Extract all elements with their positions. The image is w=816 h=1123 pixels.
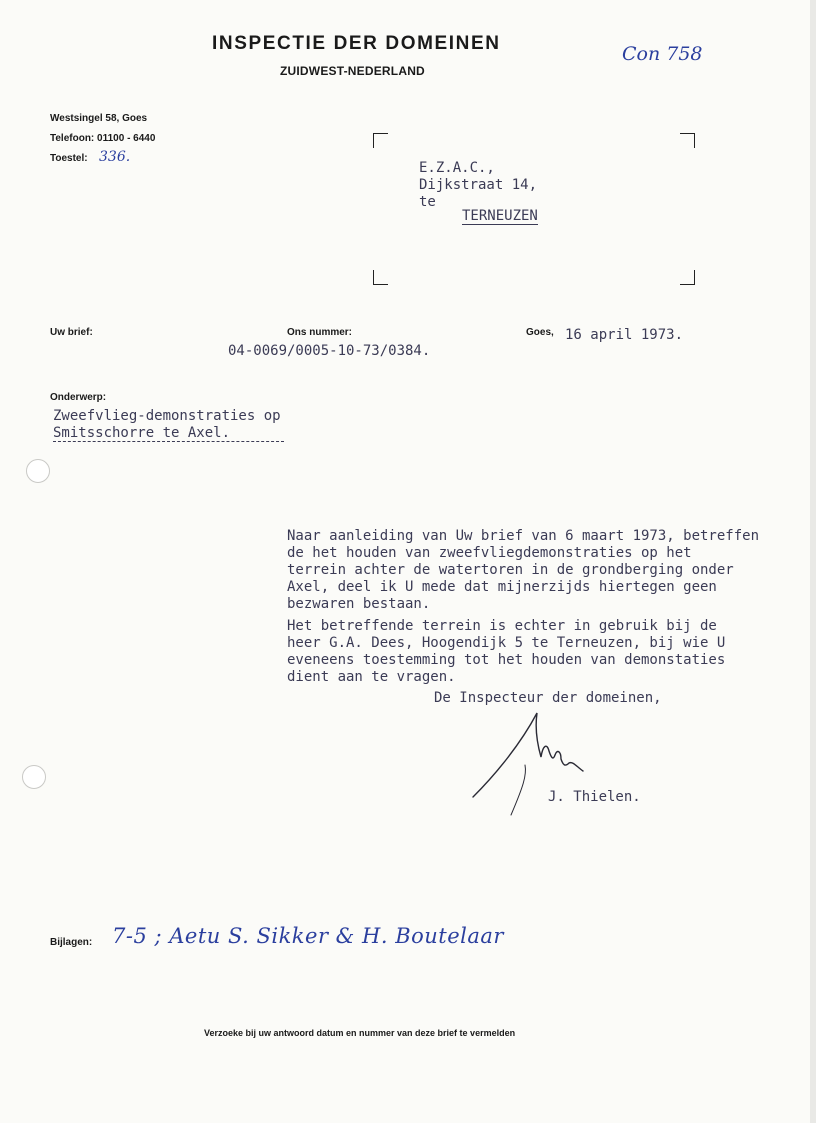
body-paragraph-2-line-1: Het betreffende terrein is echter in gebruik bij de (287, 618, 717, 634)
place-label: Goes, (526, 327, 554, 338)
attachments-handwritten: 7-5 ; Aetu S. Sikker & H. Boutelaar (112, 924, 504, 948)
subject-line-2: Smitsschorre te Axel. (53, 425, 284, 442)
sender-extension-value: 336. (99, 149, 131, 165)
handwritten-reference: Con 758 (622, 43, 703, 65)
recipient-name: E.Z.A.C., (419, 160, 495, 176)
address-corner-top-right (680, 133, 695, 148)
address-corner-top-left (373, 133, 388, 148)
body-paragraph-2-line-4: dient aan te vragen. (287, 669, 456, 685)
body-paragraph-1-line-5: bezwaren bestaan. (287, 596, 431, 612)
address-corner-bottom-right (680, 270, 695, 285)
attachments-label: Bijlagen: (50, 937, 93, 948)
sender-address: Westsingel 58, Goes (50, 113, 148, 124)
body-paragraph-2-line-2: heer G.A. Dees, Hoogendijk 5 te Terneuzen, bij wie U (287, 635, 726, 651)
letterhead-subtitle: ZUIDWEST-NEDERLAND (280, 64, 425, 78)
punch-hole-top (26, 459, 50, 483)
recipient-city: TERNEUZEN (462, 208, 538, 224)
subject-label: Onderwerp: (50, 392, 107, 403)
our-number-label: Ons nummer: (287, 327, 353, 338)
body-paragraph-2-line-3: eveneens toestemming tot het houden van demonstaties (287, 652, 726, 668)
sender-phone: Telefoon: 01100 - 6440 (50, 133, 156, 144)
signature-icon (465, 705, 605, 825)
our-number-value: 04-0069/0005-10-73/0384. (228, 343, 431, 359)
letter-date: 16 april 1973. (565, 327, 684, 343)
page-edge (810, 0, 816, 1123)
body-paragraph-1-line-1: Naar aanleiding van Uw brief van 6 maart 1973, betreffen (287, 528, 760, 544)
closing-title: De Inspecteur der domeinen, (434, 690, 662, 706)
body-paragraph-1-line-3: terrein achter de watertoren in de grondberging onder (287, 562, 734, 578)
punch-hole-bottom (22, 765, 46, 789)
recipient-street: Dijkstraat 14, (419, 177, 538, 193)
reply-instruction: Verzoeke bij uw antwoord datum en nummer van deze brief te vermelden (204, 1028, 516, 1038)
recipient-te: te (419, 194, 436, 210)
signer-name: J. Thielen. (548, 789, 641, 805)
body-paragraph-1-line-2: de het houden van zweefvliegdemonstraties op het (287, 545, 692, 561)
your-letter-label: Uw brief: (50, 327, 93, 338)
letterhead-title: INSPECTIE DER DOMEINEN (212, 33, 501, 54)
body-paragraph-1-line-4: Axel, deel ik U mede dat mijnerzijds hiertegen geen (287, 579, 717, 595)
sender-extension-label: Toestel: (50, 153, 88, 164)
subject-line-1: Zweefvlieg-demonstraties op (53, 408, 281, 424)
address-corner-bottom-left (373, 270, 388, 285)
